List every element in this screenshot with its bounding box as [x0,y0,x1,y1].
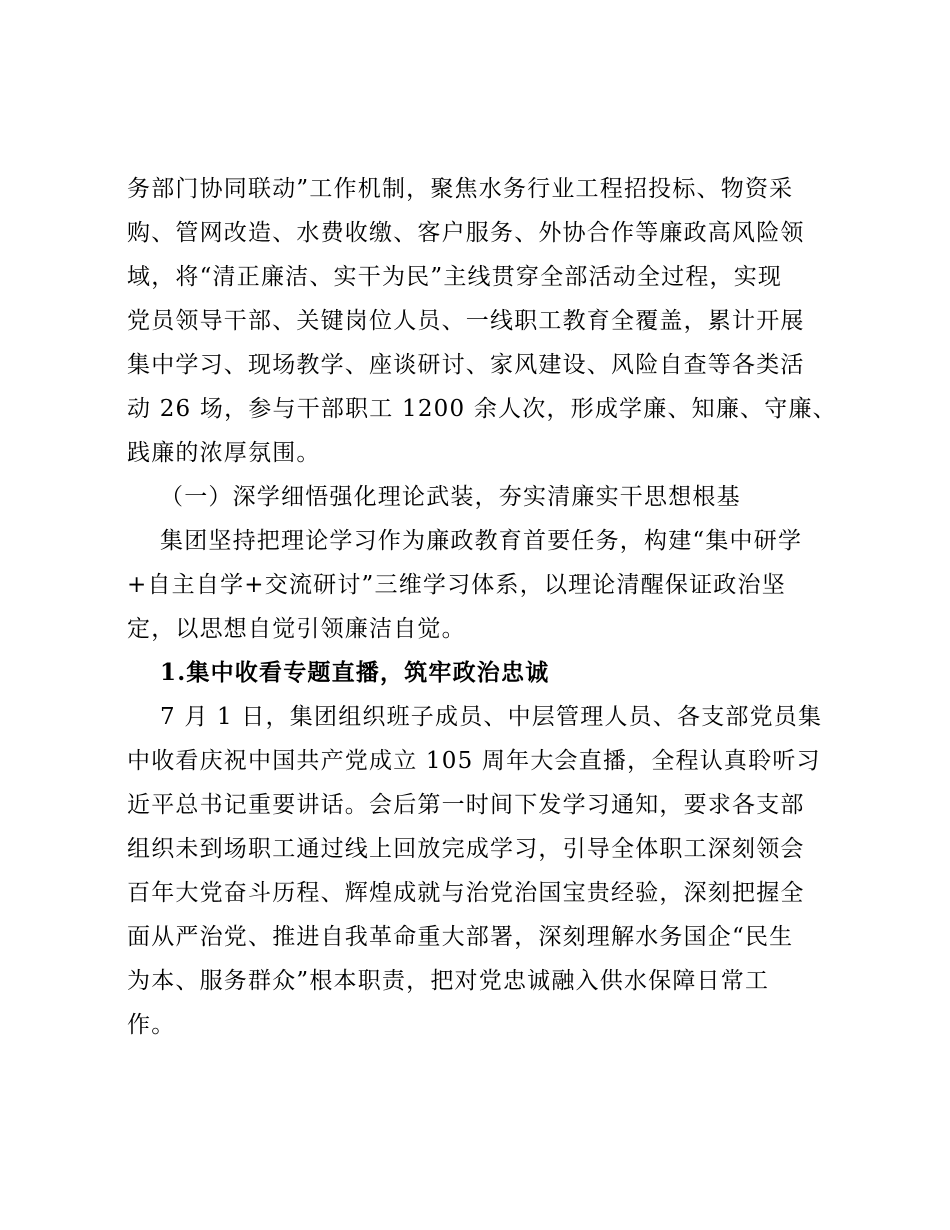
paragraph-3-line-7: 为本、服务群众”根本职责，把对党忠诚融入供水保障日常工 [127,968,770,994]
paragraph-1-line-3: 域，将“清正廉洁、实干为民”主线贯穿全部活动全过程，实现 [127,264,783,290]
paragraph-3-line-6: 面从严治党、推进自我革命重大部署，深刻理解水务国企“民生 [127,924,794,950]
paragraph-3-line-5: 百年大党奋斗历程、辉煌成就与治党治国宝贵经验，深刻把握全 [127,880,805,906]
section-heading: （一）深学细悟强化理论武装，夯实清廉实干思想根基 [160,484,741,510]
subsection-heading: 1.集中收看专题直播，筑牢政治忠诚 [160,659,550,686]
paragraph-1-line-5: 集中学习、现场教学、座谈研讨、家风建设、风险自查等各类活 [127,352,805,378]
paragraph-1-line-6: 动 26 场，参与干部职工 1200 余人次，形成学廉、知廉、守廉、 [127,396,837,422]
paragraph-3-line-3: 近平总书记重要讲话。会后第一时间下发学习通知，要求各支部 [127,792,805,818]
paragraph-3-line-8: 作。 [127,1012,176,1038]
paragraph-3-line-4: 组织未到场职工通过线上回放完成学习，引导全体职工深刻领会 [127,836,805,862]
paragraph-1-line-7: 践廉的浓厚氛围。 [127,440,321,466]
paragraph-2-line-3: 定，以思想自觉引领廉洁自觉。 [127,616,466,642]
paragraph-3-line-2: 中收看庆祝中国共产党成立 105 周年大会直播，全程认真聆听习 [127,748,821,774]
paragraph-1-line-2: 购、管网改造、水费收缴、客户服务、外协合作等廉政高风险领 [127,220,805,246]
paragraph-3-line-1: 7 月 1 日，集团组织班子成员、中层管理人员、各支部党员集 [160,704,823,730]
paragraph-1-line-1: 务部门协同联动”工作机制，聚焦水务行业工程招投标、物资采 [127,176,794,202]
paragraph-2-line-1: 集团坚持把理论学习作为廉政教育首要任务，构建“集中研学 [160,528,803,554]
paragraph-1-line-4: 党员领导干部、关键岗位人员、一线职工教育全覆盖，累计开展 [127,308,805,334]
paragraph-2-line-2: +自主自学+交流研讨”三维学习体系，以理论清醒保证政治坚 [127,572,786,598]
